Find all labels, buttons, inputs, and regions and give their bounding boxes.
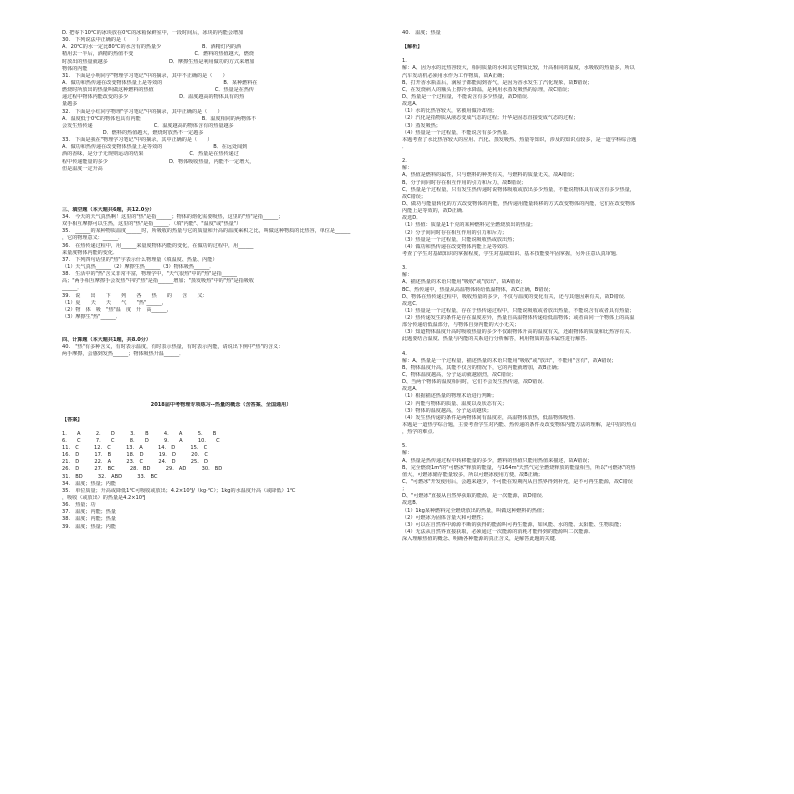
text-line: C、"可燃冰"开发使用后，会越来越少，不可能在短期内从自然界得到补充，是不可再生能源，故C错误 bbox=[402, 479, 633, 486]
text-line: （3）知道物体温度升高时吸收热量的多少不仅跟物体升高的温度有关，还跟物体的质量和比热容有关． bbox=[402, 329, 635, 336]
analysis-block-3 bbox=[402, 265, 734, 344]
right-column bbox=[402, 30, 734, 543]
text-line: C、物体温度越高，分子运动就越剧烈，故C错误； bbox=[402, 372, 517, 379]
text-line: B、打开香水瓶盖后，满屋子都能闻到香气，是因为香水发生了汽化现象，故B错误； bbox=[402, 79, 593, 86]
text-line: 35. ______的某种物质温度______时，所吸收的热量与它的质量和升高的温度乘积之比，叫做这种物质的比热容，单位是______ bbox=[62, 228, 351, 235]
text-line: 34. 温度；热量；内能 bbox=[62, 480, 116, 487]
text-line: （4）发生热传递的条件是两物体间有温度差，高温物体放热，低温物体吸热． bbox=[402, 414, 579, 421]
text-line: （1）根据描述热量的物理术语进行判断； bbox=[402, 393, 497, 400]
text-line: 内能上是等效的，故D正确． bbox=[402, 208, 468, 215]
text-line: 两手摩擦，会感到发热______；物体吸热升温______． bbox=[62, 351, 185, 358]
text-line: 21. D 22. A 23. C 24. D 25. D bbox=[62, 459, 208, 466]
text-line: 双手相互摩擦可以生热，这里的"热"是指______．（填"内能"、"温度"或"热量"） bbox=[62, 221, 242, 228]
text-line: 深入理解热值的概念、明确各种能源的真正含义，是解答此题的关键． bbox=[402, 536, 560, 543]
analysis-block-5 bbox=[402, 443, 734, 543]
text-line: B、物体温度升高，其能不仅含的情况下，它的内能就增加，故B正确； bbox=[402, 364, 562, 371]
text-line: 本题是一道热学综合题，主要考查学生对内能、热传递的条件及改变物体内能方法的理解，是中招的热点 bbox=[402, 422, 637, 429]
text-line: 此题要结合温度、热量与内能的关系进行分析解答，利用物质的基本属性进行解答． bbox=[402, 336, 591, 343]
text-line: B、分子间同时存在相互作用的引力和斥力，故B错误； bbox=[402, 179, 527, 186]
text-line: ，吸收（或放出）的热量是4.2×10³J bbox=[62, 495, 146, 502]
text-line: 解： bbox=[402, 450, 413, 457]
text-line: 32. 下面是小红同学物理"学习笔记"中的摘录，其中正确的是（ ） bbox=[62, 108, 223, 115]
text-line: 26. D 27. BC 28. BD 29. AD 30. BD bbox=[62, 466, 223, 473]
text-line: （2）热传递发生的条件是存在温度差异，热量自高温物体传递给低温物体；或者由同一个物体上的高温 bbox=[402, 315, 635, 322]
text-line: 递过程中物体内能改变的多少 D．温度越高的物体具有的热 bbox=[62, 94, 245, 101]
text-line: （3）蒸发吸热； bbox=[402, 122, 441, 129]
text-line: 故选A． bbox=[402, 101, 421, 108]
text-line: 31. BD 32. ABD 33. BC bbox=[62, 473, 158, 480]
text-line: 38. 生活中的"热"含义非常丰富，物理学中，"天气很热"中的"热"是指______ bbox=[62, 271, 237, 278]
text-line: D、当两个物体的温度相同时，它们不会发生热传递，故D错误． bbox=[402, 379, 548, 386]
text-line: 故选A． bbox=[402, 386, 421, 393]
text-line: （3）可以在自然界中源源不断的获得的能源叫可再生能源，如风能、水的能、太阳能、生物质能； bbox=[402, 521, 625, 528]
analysis-block-1 bbox=[402, 58, 734, 151]
text-line: 5. bbox=[402, 443, 407, 450]
text-line: BC、热传递中，热量从高温物体转给低温物体，故C正确，B错误； bbox=[402, 286, 554, 293]
text-line: A．做功和热传递在改变物体热量上是等效的 B．在远处闻到 bbox=[62, 144, 248, 151]
text-line: 3. bbox=[402, 265, 407, 272]
text-line: 37. 温度；内能；热量 bbox=[62, 509, 116, 516]
text-line: 精用去一半后，酒精的热值不变 C．燃料的热值越大，燃烧 bbox=[62, 51, 255, 58]
text-line: A、热量是热传递过程中转移能量的多少，燃料的热值只能用热值来描述，故A错误； bbox=[402, 457, 593, 464]
text-line: ； bbox=[402, 486, 408, 493]
text-line: 39. 说 出 下 列 各 热 的 含 义： bbox=[62, 292, 208, 299]
text-line: 部分传递给低温部分，与物体自身内能的大小无关； bbox=[402, 322, 520, 329]
text-line: 37. 下列四句话里的"热"字表示什么物理量（填温度、热量、内能） bbox=[62, 256, 218, 263]
text-line: 值大，可燃冰储存能量较多，所以可燃冰使用方便，故B正确； bbox=[402, 471, 544, 478]
text-line: 38. 温度；内能；热量 bbox=[62, 516, 116, 523]
text-line: 解：A、因为水的比热容较大，相同质量的水和其它物质比较，升高相同的温度，水吸收的热量多，所以 bbox=[402, 65, 635, 72]
text-line: 6. C 7. C 8. D 9. A 10. C bbox=[62, 437, 220, 444]
text-line: 16. D 17. B 18. D 19. D 20. C bbox=[62, 452, 208, 459]
text-line: 36. 热量；功 bbox=[62, 502, 96, 509]
text-line: 但是温度一定升高 bbox=[62, 165, 103, 172]
text-line: （4）做功和热传递在改变物体内能上是等效的． bbox=[402, 243, 513, 250]
text-line: 1. A 2. D 3. B 4. A 5. B bbox=[62, 430, 217, 437]
text-line: 时放出的热量就越多 D．摩擦生热是利用做功的方式来增加 bbox=[62, 58, 255, 65]
text-line: 33. 下面是我在"物理学习笔记"中的摘录，其中正确的是（ ） bbox=[62, 137, 213, 144]
text-line: 2. bbox=[402, 158, 407, 165]
text-line: D、热量是一个过程量，不能说含有多少热量，故D错误． bbox=[402, 93, 533, 100]
text-line: ，热学的难点． bbox=[402, 429, 438, 436]
text-line: A、描述热量的术语只能用"吸收"或"放出"，故A错误； bbox=[402, 279, 526, 286]
text-line: 35. 单位质量；升高或降低1℃可吸收或放出；4.2×10³J/（kg·℃）；1kg的水温度升高（或降低）1℃ bbox=[62, 487, 296, 494]
text-line: D、"可燃冰"直接从自然界获取的能源，是一次能源，故D错误． bbox=[402, 493, 547, 500]
text-line: 11. C 12. C 13. A 14. D 15. C bbox=[62, 445, 208, 452]
text-line: ______． bbox=[62, 285, 83, 292]
text-line: （4）热量是一个过程量，不能说含有多少热量． bbox=[402, 129, 513, 136]
text-line: （1）夏 天 天 气 "热"______， bbox=[62, 299, 167, 306]
text-line: 1. bbox=[402, 58, 407, 65]
text-line: 31. 下面是小明同学"物理学习笔记"中的摘录，其中不正确的是（ ） bbox=[62, 72, 228, 79]
answer-40: 40. 温度；热量 bbox=[402, 30, 441, 36]
text-line: （1）热量是一个过程量，存在于热传递过程中，只能说吸收或者放出热量，不能说含有或者具有热量； bbox=[402, 307, 635, 314]
text-line: 考查了学生对基础知识的掌握程度，学生对基础知识、基本技能要牢固掌握，另外注意认真审题． bbox=[402, 250, 622, 257]
answer-list bbox=[62, 431, 380, 531]
text-line: （2）分子间同时存在相互作用的引力和斥力； bbox=[402, 229, 508, 236]
text-line: 酒的香味，是分子无规则运动的结果 C．热量是在热传递过 bbox=[62, 151, 239, 158]
text-line: ，它的物理意义：______． bbox=[62, 235, 124, 242]
text-line: 解：A、热量是一个过程量，描述热量的术语只能用"吸收"或"放出"，不能用"含有"，故A错误； bbox=[402, 357, 617, 364]
question-block-2 bbox=[62, 214, 380, 321]
text-line: A、热值是燃料的属性，只与燃料的种类有关，与燃料的质量无关，故A错误； bbox=[402, 172, 578, 179]
text-line: 本题考查了水比热容较大的应用、汽化、蒸发吸热、热量等知识，涉及的知识点较多，是一道学科综合题 bbox=[402, 136, 637, 143]
analysis-heading: 【解析】 bbox=[402, 44, 423, 51]
text-line: （1）1kg某种燃料完全燃烧放出的热量，叫做这种燃料的热值； bbox=[402, 507, 548, 514]
section-title-calculation: 四、计算题（本大题共1题，共8.0分） bbox=[62, 337, 151, 344]
text-line: B、完全燃烧1m³的"可燃冰"释放的能量，与164m³天然气完全燃烧释放的能量相当，所以"可燃冰"的热 bbox=[402, 464, 636, 471]
text-line: D、做功与能量转化的方式改变物体的内能，热传递用能量转移的方式改变物体的内能，它们在改变物体 bbox=[402, 200, 636, 207]
analysis-block-2 bbox=[402, 158, 734, 258]
document-title: 2018届中考物理专项练习--热量的概念（含答案、全国通用） bbox=[150, 402, 292, 409]
text-line: 故选D． bbox=[402, 215, 422, 222]
text-line: 程中传递能量的多少 D．物体吸收热量，内能不一定增大， bbox=[62, 158, 255, 165]
text-line: （1）热值：质量是1千克的某种燃料完全燃烧放出的热量； bbox=[402, 222, 536, 229]
text-line: 物体的内能 bbox=[62, 65, 88, 72]
text-line: 解： bbox=[402, 272, 413, 279]
text-line: 高；"两手相互摩擦手会发热"中的"热"是指______增加；"蒸发吸热"中的"热"是指吸收 bbox=[62, 278, 254, 285]
answer-heading: 【答案】 bbox=[62, 416, 83, 423]
text-line: （3）物体的温度越高，分子运动越快； bbox=[402, 407, 492, 414]
text-line: 40. "热"有多种含义，有时表示温度，有时表示热量，有时表示内能，请说出下例中"热"的含义： bbox=[62, 344, 284, 351]
text-line: 会发生热传递 C．温度越高的物体含有的热量越多 bbox=[62, 122, 234, 129]
text-line: （2）可燃冰为固体含量大和可燃性； bbox=[402, 514, 487, 521]
text-line: C、热量是个过程量，只有发生热传递时说物体吸收或放出多少热量，不能说物体具有或含有多少热量， bbox=[402, 186, 635, 193]
text-line: （4）无法从自然界直接获取，必须通过一次能源的消耗才能得到的能源叫二次能源． bbox=[402, 529, 594, 535]
text-line: D. 把零下10℃的冰块放在0℃的冰箱保鲜室中，一段时间后，冰块的内能会增加 bbox=[62, 30, 244, 36]
analysis-block-4 bbox=[402, 351, 734, 437]
text-line: 36. 在热传递过程中，用______来量度物体内能的变化，在做功的过程中，用______ bbox=[62, 242, 254, 249]
section-title-fill-in: 三、填空题（本大题共6题，共12.0分） bbox=[62, 206, 155, 213]
text-line: 量越多 bbox=[62, 101, 78, 108]
question-block-1 bbox=[62, 30, 380, 173]
left-column bbox=[62, 30, 380, 531]
text-line: （1）水的比热容较大，常被用做冷却剂； bbox=[402, 108, 497, 115]
text-line: 汽车发动机必须用水作为工作物质，故A正确； bbox=[402, 72, 508, 79]
text-line: C、在发烧病人的额头上擦冷水降温，是利用水蒸发吸热的原理，故C错误； bbox=[402, 86, 573, 93]
text-line: 故选B． bbox=[402, 500, 421, 507]
text-line: ． bbox=[402, 143, 408, 150]
text-line: （3）热量是一个过程量，只能说吸收热或放出热； bbox=[402, 236, 518, 243]
text-line: （3）摩擦生"热"______． bbox=[62, 313, 121, 320]
text-line: 4. bbox=[402, 350, 407, 357]
question-block-3 bbox=[62, 344, 380, 358]
text-line: 故选C． bbox=[402, 300, 421, 307]
text-line: （2）汽化是指物质从液态变成气态的过程；升华是固态直接变成气态的过程； bbox=[402, 115, 579, 122]
text-line: A．做功和热传递在改变物体热量上是等效的 B．某种燃料在 bbox=[62, 79, 258, 86]
text-line: 故C错误； bbox=[402, 193, 426, 200]
text-line: （1）天气真热______（2）摩擦生热______（3）物体吸热______． bbox=[62, 263, 215, 270]
text-line: 39. 温度；热量；内能 bbox=[62, 523, 116, 530]
text-line: 解： bbox=[402, 165, 413, 172]
text-line: 30. 下列说法中正确的是（ ） bbox=[62, 37, 142, 44]
text-line: （2）内能与物体的质量、温度以及状态有关； bbox=[402, 400, 508, 407]
text-line: D、物体在热传递过程中，吸收热量的多少，不仅与温度的变化有关，还与其他因素有关，故D错误． bbox=[402, 293, 629, 300]
text-line: 来量度物体内能的变化． bbox=[62, 249, 119, 256]
text-line: D．燃料的热值越大，燃烧时放热不一定越多 bbox=[62, 129, 204, 136]
text-line: （2）物 体 吸 "热"温 度 升 高______， bbox=[62, 306, 172, 313]
text-line: A．20℃的水一定比80℃的水含有的热量少 B．酒精灯内的酒 bbox=[62, 44, 242, 51]
text-line: A．温度低于0℃的物体也具有内能 B．温度相同的两物体不 bbox=[62, 115, 257, 122]
text-line: 燃烧时所放出的热量叫做这种燃料的热值 C．热量是在热传 bbox=[62, 87, 255, 94]
text-line: 34. 今天的天气真热啊！这里的"热"是指______；物体的熔化需要吸热，这里的"热"是指______； bbox=[62, 213, 284, 220]
